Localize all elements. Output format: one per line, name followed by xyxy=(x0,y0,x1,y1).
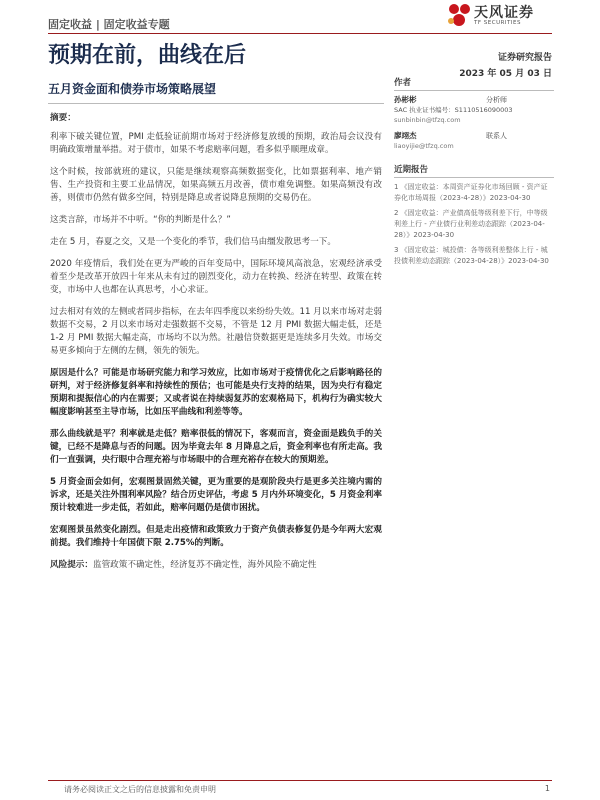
abstract-paragraph: 这个时候，按部就班的建议，只能是继续观察高频数据变化，比如票据利率、地产销售、生产投资和主要工业品情况，如果高频五月改善，债市难免调整。如果高频没有改善，则债市仍然有做多空间，特别是降息或者说降息预期的交易仍在。 xyxy=(50,167,382,203)
author-name: 廖翊杰 xyxy=(394,131,417,140)
logo-subtext: TF SECURITIES xyxy=(474,20,521,26)
recent-reports-heading: 近期报告 xyxy=(394,165,554,178)
recent-report-link[interactable]: 3 《固定收益：城投债：各等级利差整体上行 - 城投债利差动态跟踪（2023-04-28）》2023-04-30 xyxy=(394,246,549,265)
report-type: 证券研究报告 xyxy=(497,53,552,63)
author-email[interactable]: liaoyijie@tfzq.com xyxy=(394,142,454,150)
abstract-paragraph: 走在 5 月，春夏之交，又是一个变化的季节，我们信马由缰发散思考一下。 xyxy=(50,237,336,247)
abstract-paragraph: 宏观图景虽然变化剧烈。但是走出疫情和政策致力于资产负债表修复仍是今年两大宏观前提。我们维持十年国债下限 2.75%的判断。 xyxy=(50,525,382,548)
author-name: 孙彬彬 xyxy=(394,95,417,104)
abstract-paragraph: 过去相对有效的左侧或者同步指标，在去年四季度以来纷纷失效。11 月以来市场对走弱数据不交易，2 月以来市场对走强数据不交易，不管是 12 月 PMI 数据大幅走低，还是 1-2 月 PMI 数据大幅走高，市场均不以为然。社融信贷数据更是连续多月失效。市场交易更多倾向于左侧的左侧，领先的领先。 xyxy=(50,307,382,356)
report-date: 2023 年 05 月 03 日 xyxy=(459,69,552,79)
abstract-section xyxy=(50,112,382,581)
author-email[interactable]: sunbinbin@tfzq.com xyxy=(394,116,461,124)
author-card xyxy=(394,131,554,151)
logo-icon xyxy=(446,2,472,28)
abstract-paragraph: 2020 年疫情后，我们处在更为严峻的百年变局中，国际环境风高浪急，宏观经济承受着至少是改革开放四十年来从未有过的剧烈变化，动力在转换、经济在转型、政策在转变，市场中人也都在认真思考，小心求证。 xyxy=(50,259,382,295)
report-title: 预期在前，曲线在后 xyxy=(48,43,247,68)
author-role: 联系人 xyxy=(486,132,507,140)
footer-divider xyxy=(48,780,552,781)
abstract-paragraph: 那么曲线就是平？利率就是走低？赔率很低的情况下，客观而言，资金面是践负手的关键，已经不是降息与否的问题。因为毕竟去年 8 月降息之后，资金利率也有所走高。我们一直强调，央行眼中合理充裕与市场眼中的合理充裕存在较大的预期差。 xyxy=(50,429,382,465)
abstract-paragraph: 原因是什么？可能是市场研究能力和学习效应，比如市场对于疫情优化之后影响路径的研判，对于经济修复斜率和持续性的预估；也可能是央行支持的结果，因为央行有稳定预期和提振信心的内在需要；又或者说在持续弱复苏的宏观格局下，机构行为确实较大幅度影响甚至主导市场，比如压平曲线和利差等等。 xyxy=(50,368,382,417)
header-divider xyxy=(48,33,552,34)
risk-text: 监管政策不确定性，经济复苏不确定性，海外风险不确定性 xyxy=(92,560,317,570)
author-role: 分析师 xyxy=(486,96,507,104)
sidebar xyxy=(394,78,554,271)
logo-text: 天风证券 xyxy=(474,5,534,21)
abstract-paragraph: 利率下破关键位置，PMI 走低验证前期市场对于经济修复放缓的预期，政治局会议没有明确政策增量举措。对于债市，如果不考虑赔率问题，看多似乎顺理成章。 xyxy=(50,132,382,155)
risk-label: 风险提示： xyxy=(50,560,93,570)
company-logo xyxy=(446,0,556,32)
page-number: 1 xyxy=(544,784,550,793)
risk-warning xyxy=(50,559,382,572)
abstract-label: 摘要： xyxy=(50,113,76,123)
recent-report-link[interactable]: 1 《固定收益：本周资产证券化市场回顾 - 资产证券化市场周报（2023-4-28）》2023-04-30 xyxy=(394,183,548,202)
author-cert: SAC 执业证书编号：S1110516090003 xyxy=(394,106,513,114)
report-category: 固定收益 | 固定收益专题 xyxy=(48,18,170,31)
abstract-paragraph: 5 月资金面会如何，宏观图景固然关键，更为重要的是观阶段央行是更多关注境内需的诉求，还是关注外围利率风险？结合历史评估，考虑 5 月内外环境变化，5 月资金利率预计较难进一步走低，若如此，赔率问题仍是债市困扰。 xyxy=(50,477,382,513)
footer-disclaimer: 请务必阅读正文之后的信息披露和免责申明 xyxy=(64,785,216,794)
abstract-paragraph: 这类言辞，市场并不中听。“你的判断是什么？” xyxy=(50,215,231,225)
report-subtitle: 五月资金面和债券市场策略展望 xyxy=(48,80,384,104)
author-card xyxy=(394,95,554,125)
recent-report-link[interactable]: 2 《固定收益：产业债高低等级利差下行，中等级利差上行 - 产业债行业利差动态跟踪（2023-04-28）》2023-04-30 xyxy=(394,209,548,239)
authors-heading: 作者 xyxy=(394,78,554,91)
